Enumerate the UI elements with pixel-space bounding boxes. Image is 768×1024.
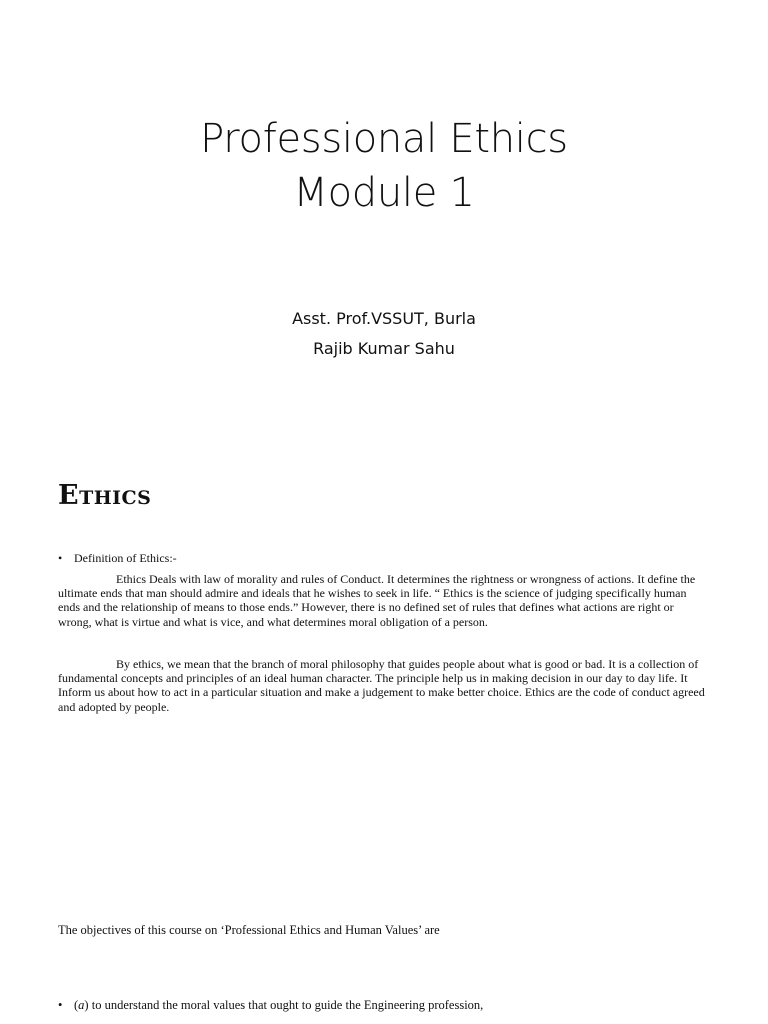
definition-label: Definition of Ethics:- [74,551,177,565]
objective-open-paren: ( [74,998,79,1012]
objective-close-paren: ) [84,998,89,1012]
objectives-intro: The objectives of this course on ‘Professional Ethics and Human Values’ are [58,923,440,937]
section-heading: Ethics [58,480,152,511]
author-name: Rajib Kumar Sahu [313,339,455,358]
document-title-line-2: Module 1 [293,170,475,216]
definition-bullet-row [58,551,177,565]
bullet-icon: • [58,998,63,1012]
objective-text: to understand the moral values that ought to guide the Engineering profession, [88,998,484,1012]
document-title-line-1: Professional Ethics [200,116,568,162]
author-position: Asst. Prof.VSSUT, Burla [292,309,476,328]
definition-paragraph-1: Ethics Deals with law of morality and rules of Conduct. It determines the rightness or wrongness of actions. It define the ultimate ends that man should admire and ideals that he wishes to seek in life. “ Ethics is the science of judging specifically human ends and the relationship of means to those ends.” However, there is no defined set of rules that defines what actions are right or wrong, what is virtue and what is vice, and what determines moral obligation of a person. [58,572,696,629]
definition-paragraph-2: By ethics, we mean that the branch of moral philosophy that guides people about what is good or bad. It is a collection of fundamental concepts and principles of an ideal human character. The principle help us in making decision in our day to day life. It Inform us about how to act in a particular situation and make a judgement to make better choice. Ethics are the code of conduct agreed and adopted by people. [58,657,705,714]
objective-item [58,997,483,1013]
bullet-icon: • [58,551,63,565]
byline-block [0,304,768,364]
objective-letter: a [78,998,85,1012]
title-block [0,112,768,220]
